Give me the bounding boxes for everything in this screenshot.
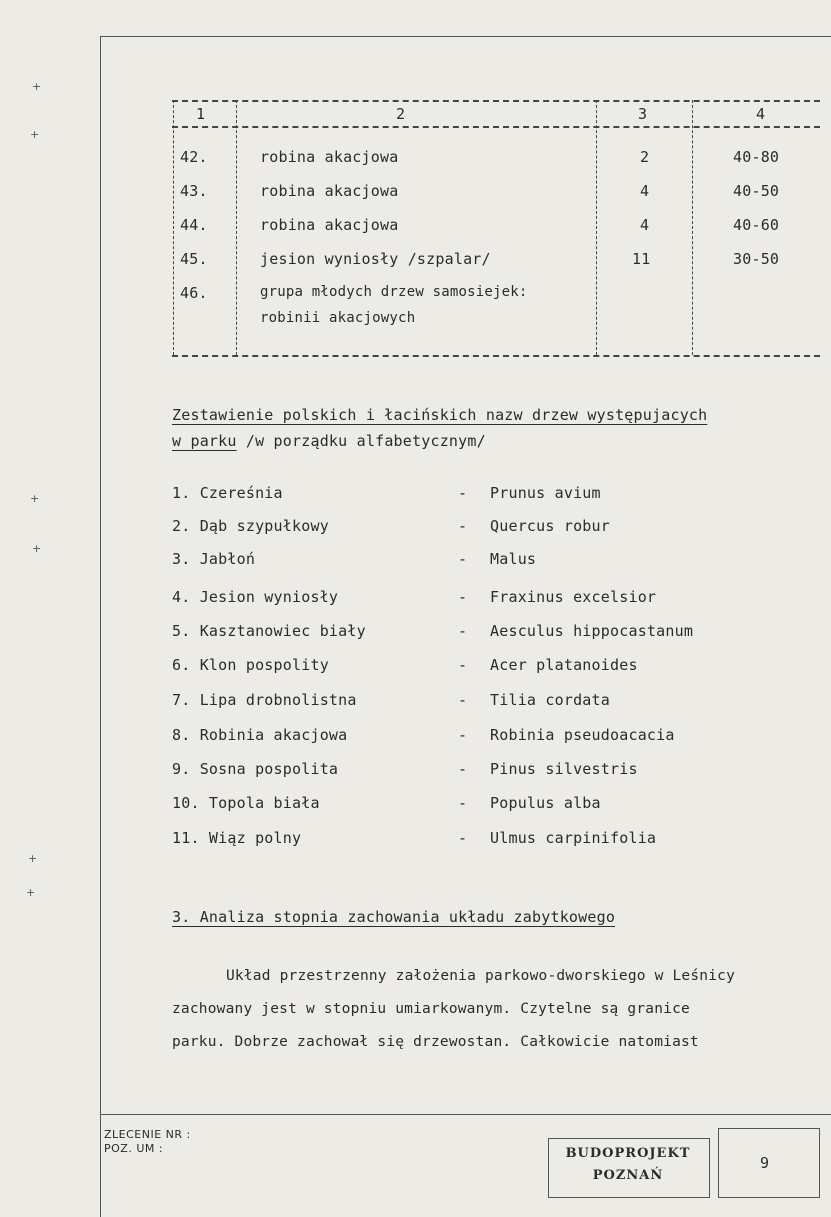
margin-mark: + — [30, 128, 40, 141]
column-header: 2 — [396, 105, 406, 123]
margin-mark: + — [30, 492, 40, 505]
margin-mark: + — [32, 542, 42, 555]
margin-mark: + — [32, 80, 42, 93]
margin-mark: + — [28, 852, 38, 865]
page-number: 9 — [760, 1154, 770, 1172]
position-label: POZ. UM : — [104, 1142, 164, 1155]
column-header: 4 — [756, 105, 766, 123]
column-header: 1 — [196, 105, 206, 123]
list-heading-line2: w parku /w porządku alfabetycznym/ — [172, 432, 486, 450]
list-heading: Zestawienie polskich i łacińskich nazw drzew występujacych — [172, 406, 708, 424]
order-label: ZLECENIE NR : — [104, 1128, 191, 1141]
section-title: 3. Analiza stopnia zachowania układu zabytkowego — [172, 908, 616, 926]
firm-name: BUDOPROJEKT POZNAŃ — [565, 1146, 691, 1183]
column-header: 3 — [638, 105, 648, 123]
footer-divider — [100, 1114, 831, 1115]
margin-mark: + — [26, 886, 36, 899]
